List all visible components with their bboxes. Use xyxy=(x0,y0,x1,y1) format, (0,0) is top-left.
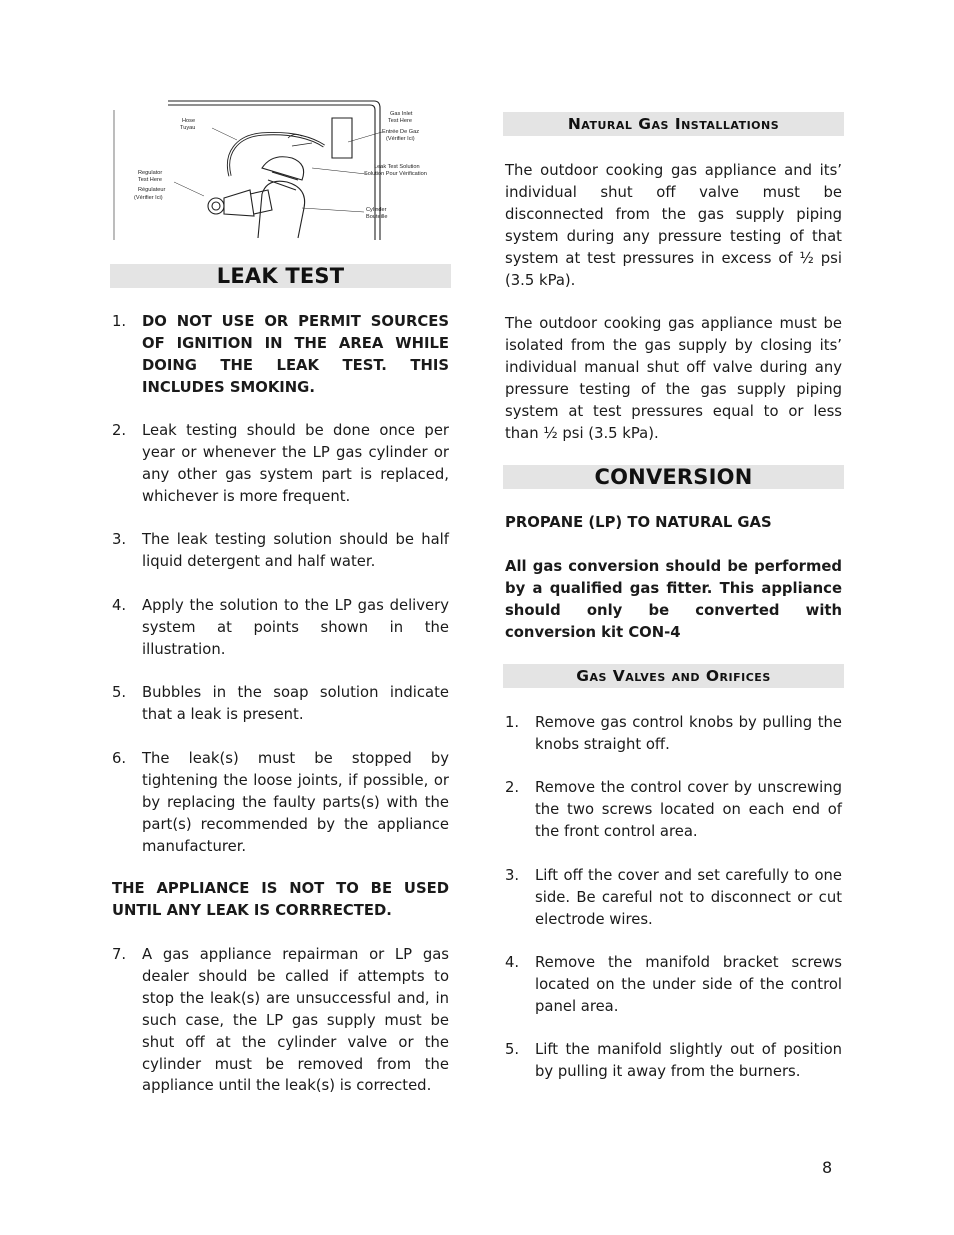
list-number: 7. xyxy=(112,946,127,963)
label-cylinder-en: Cylinder xyxy=(366,207,387,213)
natural-gas-para-1: The outdoor cooking gas appliance and its’ individual shut off valve must be disconnected from the gas supply piping system during any pressure testing of that system at test pressures in excess of ½ psi (3.5 kPa). xyxy=(505,162,842,289)
list-text: Leak testing should be done once per year or whenever the LP gas cylinder or any other gas system part is replaced, whichever is more frequent. xyxy=(142,422,449,505)
list-number: 5. xyxy=(112,684,127,701)
list-number: 2. xyxy=(505,779,520,796)
list-text: Bubbles in the soap solution indicate that a leak is present. xyxy=(142,684,449,723)
list-number: 3. xyxy=(112,531,127,548)
leak-test-heading: LEAK TEST xyxy=(110,264,451,288)
list-number: 4. xyxy=(505,954,520,971)
list-text: DO NOT USE OR PERMIT SOURCES OF IGNITION IN THE AREA WHILE DOING THE LEAK TEST. THIS INCLUDES SMOKING. xyxy=(142,313,449,396)
label-regulator-en: Regulator xyxy=(138,170,163,176)
list-text: Apply the solution to the LP gas delivery system at points shown in the illustration. xyxy=(142,597,449,658)
label-cylinder-fr: Bouteille xyxy=(366,214,388,220)
label-gas-inlet-2: Test Here xyxy=(388,118,412,124)
label-solution-2: Solution Pour Vérification xyxy=(364,171,427,177)
natural-gas-heading: Natural Gas Installations xyxy=(503,112,844,136)
gas-valves-heading: Gas Valves and Orifices xyxy=(503,664,844,688)
list-text: The leak(s) must be stopped by tightening the loose joints, if possible, or by replacing the faulty parts(s) with the part(s) recommended by the appliance manufacturer. xyxy=(142,750,449,855)
conversion-subheading: PROPANE (LP) TO NATURAL GAS xyxy=(505,514,772,531)
list-text: Remove the manifold bracket screws located on the under side of the control panel area. xyxy=(535,954,842,1015)
label-regulator-en2: Test Here xyxy=(138,177,162,183)
label-gas-inlet-4: (Vérifier Ici) xyxy=(386,136,415,142)
list-number: 5. xyxy=(505,1041,520,1058)
label-regulator-fr: Régulateur xyxy=(138,187,166,193)
label-regulator-fr2: (Vérifier Ici) xyxy=(134,195,163,201)
label-solution-1: Leak Test Solution xyxy=(374,164,420,170)
conversion-heading: CONVERSION xyxy=(503,465,844,489)
leak-warning: THE APPLIANCE IS NOT TO BE USED UNTIL ANY LEAK IS CORRRECTED. xyxy=(112,880,449,919)
list-number: 4. xyxy=(112,597,127,614)
natural-gas-para-2: The outdoor cooking gas appliance must be isolated from the gas supply by closing its’ individual manual shut off valve during any pressure testing of the gas supply piping system at test pressures equal to or less than ½ psi (3.5 kPa). xyxy=(505,315,842,442)
list-text: Lift off the cover and set carefully to one side. Be careful not to disconnect or cut electrode wires. xyxy=(535,867,842,928)
conversion-notice: All gas conversion should be performed by a qualified gas fitter. This appliance should only be converted with conversion kit CON-4 xyxy=(505,558,842,641)
list-text: The leak testing solution should be half liquid detergent and half water. xyxy=(142,531,449,570)
label-gas-inlet-1: Gas Inlet xyxy=(390,111,413,117)
label-gas-inlet-3: Entrée De Gaz xyxy=(382,129,419,135)
page-number: 8 xyxy=(822,1158,833,1177)
label-hose-fr: Tuyau xyxy=(180,125,196,131)
list-text: A gas appliance repairman or LP gas dealer should be called if attempts to stop the leak(s) are unsuccessful and, in such case, the LP gas supply must be shut off at the cylinder valve or the cylinder must be removed from the appliance until the leak(s) is corrected. xyxy=(142,946,449,1095)
list-number: 1. xyxy=(505,714,520,731)
list-number: 3. xyxy=(505,867,520,884)
list-number: 6. xyxy=(112,750,127,767)
list-text: Remove gas control knobs by pulling the knobs straight off. xyxy=(535,714,842,753)
leak-test-illustration xyxy=(112,98,452,243)
list-text: Lift the manifold slightly out of position by pulling it away from the burners. xyxy=(535,1041,842,1080)
list-number: 1. xyxy=(112,313,127,330)
list-text: Remove the control cover by unscrewing the two screws located on each end of the front control area. xyxy=(535,779,842,840)
label-hose-en: Hose xyxy=(182,118,196,124)
list-number: 2. xyxy=(112,422,127,439)
